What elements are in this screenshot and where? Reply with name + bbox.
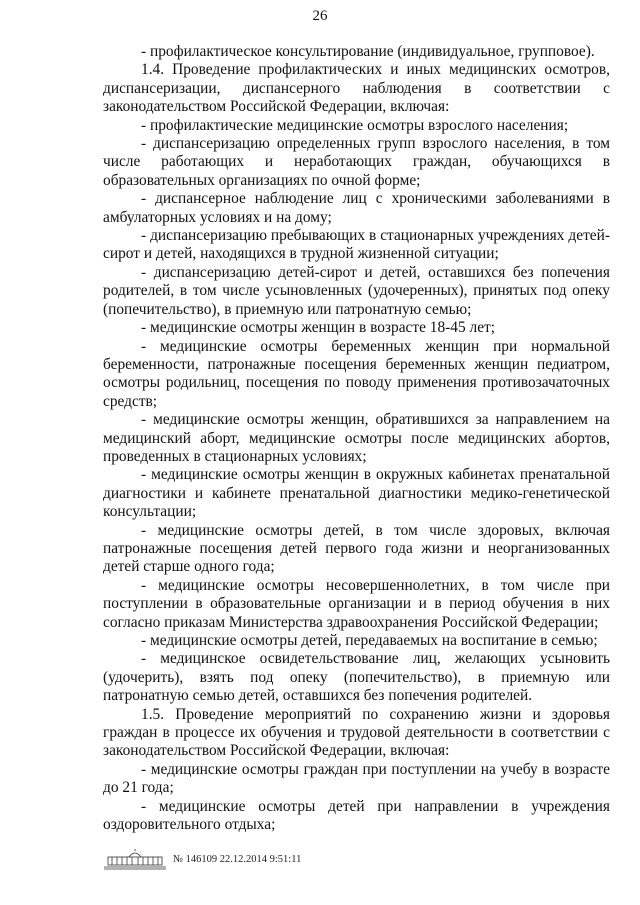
paragraph: - медицинские осмотры детей при направлении в учреждения оздоровительного отдыха; — [103, 797, 610, 834]
government-building-emblem-icon — [102, 848, 168, 870]
paragraph: - профилактические медицинские осмотры взрослого населения; — [141, 116, 569, 134]
paragraph: - медицинские осмотры женщин в окружных кабинетах пренатальной диагностики и кабинете пренатальной диагностики медико-генетической консультации; — [103, 466, 610, 521]
paragraph: - медицинские осмотры детей, передаваемых на воспитание в семью; — [141, 632, 598, 649]
document-registration-info: № 146109 22.12.2014 9:51:11 — [173, 854, 302, 865]
paragraph: - медицинские осмотры детей, в том числе здоровых, включая патронажные посещения детей первого года жизни и неорганизованных детей старше одного года; — [103, 521, 610, 576]
paragraph: - диспансеризацию детей-сирот и детей, оставшихся без попечения родителей, в том числе усыновленных (удочеренных), принятых под опеку (попечительство), в приемную или патронатную семью; — [103, 263, 610, 318]
paragraph: - медицинские осмотры граждан при поступлении на учебу в возрасте до 21 года; — [103, 760, 610, 797]
document-footer — [102, 848, 402, 872]
paragraph: - диспансеризацию определенных групп взрослого населения, в том числе работающих и неработающих граждан, обучающихся в образовательных организациях по очной форме; — [103, 135, 610, 189]
paragraph: - медицинские осмотры женщин, обратившихся за направлением на медицинский аборт, медицинские осмотры после медицинских абортов, проведенных в стационарных условиях; — [103, 411, 610, 465]
paragraph: 1.5. Проведение мероприятий по сохранению жизни и здоровья граждан в процессе их обучения и трудовой деятельности в соответствии с законодательством Российской Федерации, включая: — [103, 705, 610, 760]
paragraph: - диспансеризацию пребывающих в стационарных учреждениях детей-сирот и детей, находящихся в трудной жизненной ситуации; — [103, 227, 610, 263]
paragraph: - медицинские осмотры женщин в возрасте 18-45 лет; — [141, 319, 496, 337]
paragraph: - медицинское освидетельствование лиц, желающих усыновить (удочерить), взять под опеку (попечительство), в приемную или патронатную семью детей, оставшихся без попечения родителей. — [103, 650, 610, 705]
paragraph: - диспансерное наблюдение лиц с хроническими заболеваниями в амбулаторных условиях и на дому; — [103, 190, 610, 226]
document-body — [103, 43, 610, 834]
paragraph: 1.4. Проведение профилактических и иных медицинских осмотров, диспансеризации, диспансерного наблюдения в соответствии с законодательством Российской Федерации, включая: — [103, 61, 610, 116]
paragraph: - медицинские осмотры беременных женщин при нормальной беременности, патронажные посещения беременных женщин педиатром, осмотры родильниц, посещения по поводу применения противозачаточных средств; — [103, 337, 610, 410]
page-number: 26 — [312, 8, 328, 24]
paragraph: - медицинские осмотры несовершеннолетних, в том числе при поступлении в образовательные организации и в период обучения в них согласно приказам Министерства здравоохранения Российской Федерации; — [103, 576, 610, 631]
paragraph: - профилактическое консультирование (индивидуальное, групповое). — [141, 43, 595, 60]
